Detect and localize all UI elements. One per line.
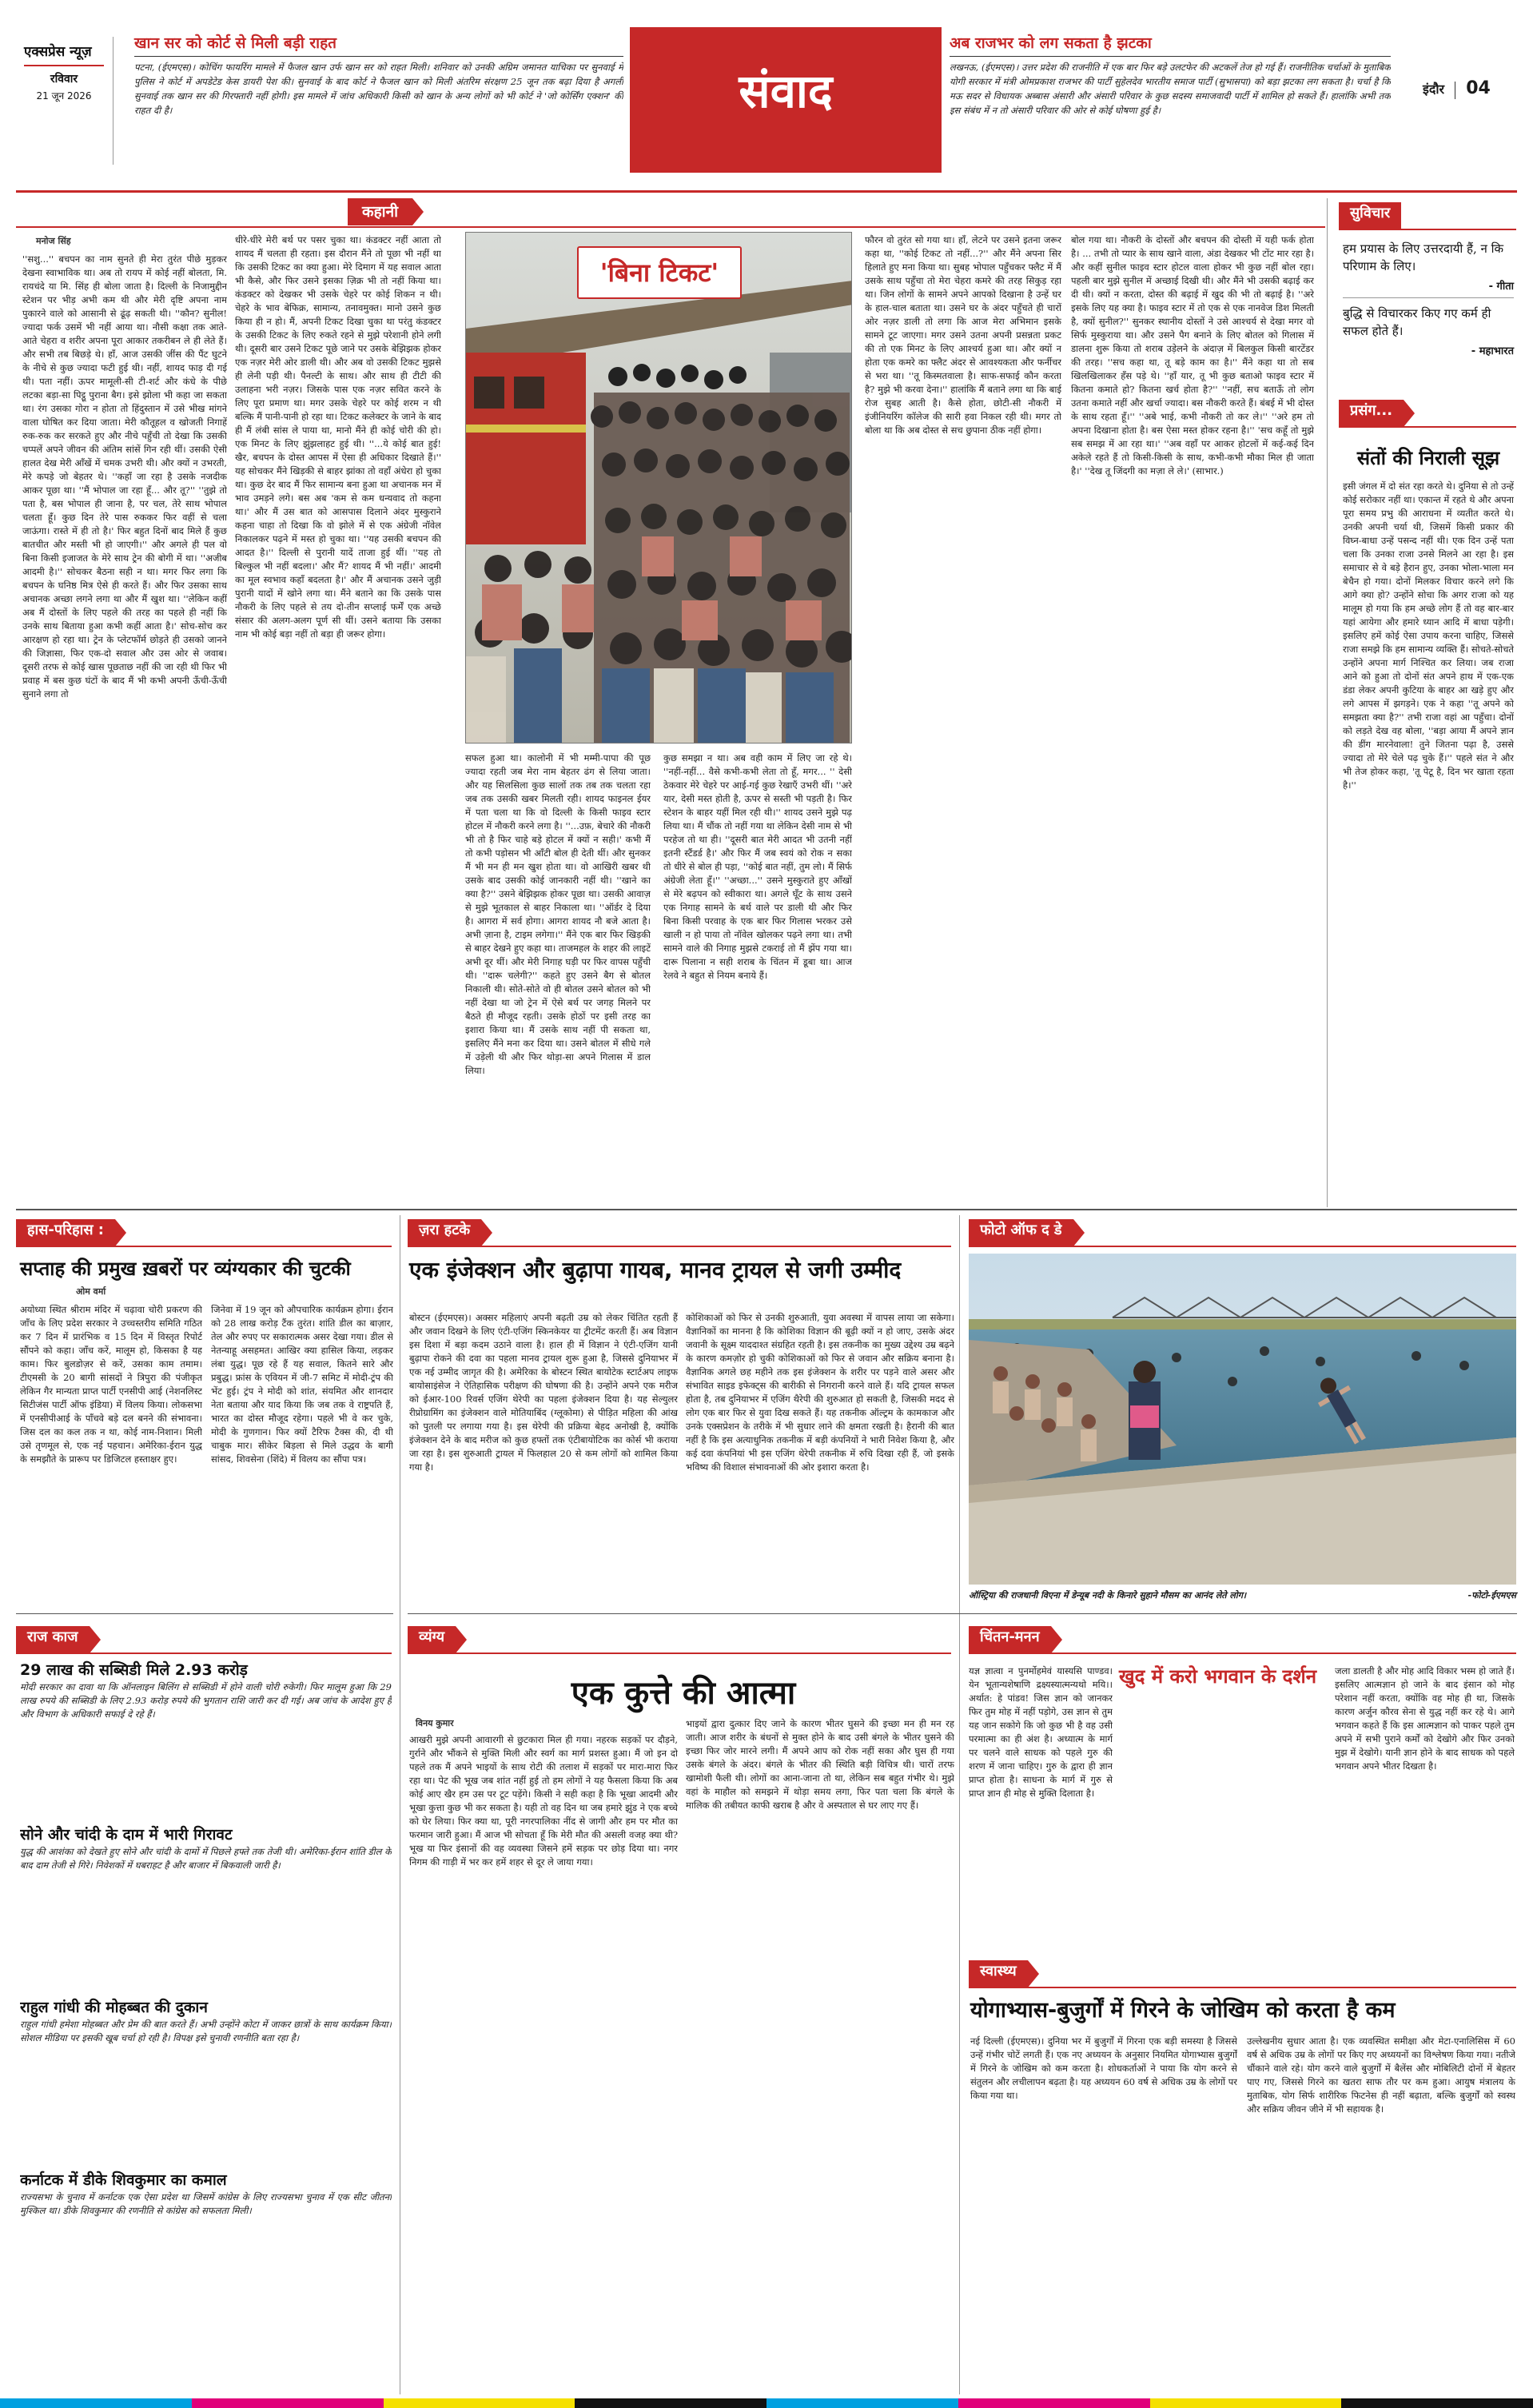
- raj-kaaj-text: राहुल गांधी हमेशा मोहब्बत और प्रेम की बात करते हैं। अभी उन्होंने कोटा में जाकर छात्रों के साथ कार्यक्रम किया। सोशल मीडिया पर इसकी खूब चर्चा हो रही है। विपक्ष इसे चुनावी रणनीति बता रहा है।: [20, 2019, 392, 2043]
- crowded-platform-illustration: [466, 233, 852, 744]
- raj-kaaj-headline: 29 लाख की सब्सिडी मिले 2.93 करोड़: [20, 1661, 248, 1679]
- raj-kaaj-headline: राहुल गांधी की मोहब्बत की दुकान: [20, 1999, 208, 2016]
- right-brief: [950, 32, 1391, 168]
- paper-name: एक्सप्रेस न्यूज़: [24, 44, 92, 60]
- has-parihas-column-2: जिनेवा में 19 जून को औपचारिक कार्यक्रम होगा। ईरान को 28 लाख करोड़ टैंक तुरंत। शांति डील का बाज़ार, तेल और रुपए पर सकारात्मक असर देखा गया। डील से नेतन्याहू असहमत। आखिर क्या हासिल किया, लड़कर लंबा युद्ध। पूछ रहे हैं यह सवाल, कितने सारे और प्रबुद्ध। फ्रांस के एवियन में जी-7 समिट में मोदी-ट्रंप की भेंट हुई। ट्रंप ने मोदी को शांत, संयमित और शानदार नेता बताया और याद किया कि जब तक वे राष्ट्रपति हैं, भारत का दोस्त मौजूद रहेगा। पहले भी वे कर चुके, मोदी के गुणगान। फिर क्यों टैरिफ टैक्स की, दी थी चाबुक मार। सीकेर बिड़ला से मिले उद्धव के बागी सांसद, शिवसेना (शिंदे) में विलय का सौंपा पत्र।: [211, 1304, 393, 1465]
- photo-of-day-image: [969, 1254, 1516, 1585]
- quote-mahabharat-source: - महाभारत: [1471, 345, 1514, 357]
- kahani-column-3: सफल हुआ था। कालोनी में भी मम्मी-पापा की पूछ ज्यादा रहती जब मेरा नाम बेहतर ढंग से लिया जाता। और यह सिलसिला कुछ सालों तक तब तक चलता रहा जब तक उसकी खबर मिलती रही। शायद फाइनल ईयर में पता चला था कि वो दिल्ली के किसी फाइव स्टार होटल में नौकरी करने लगा है। ''...उफ़, बेचारे की नौकरी भी तो है फिर चाहे बड़े होटल में क्यों न सही।' कभी मैं तो कभी पड़ोसन भी आँटी बोल ही देती थीं। और सुनकर मैं भी मन ही मन खुश होता था। वो आखिरी खबर थी उसके बाद उसकी कोई जानकारी नहीं थी। ''खाने का क्या है?'' उसने बेझिझक होकर पूछा था। उसकी आवाज़ से मुझे भूतकाल से बाहर निकाला था। ''ऑर्डर दे दिया है। आगरा में सर्व होगा। आगरा शायद नौ बजे आता है। अभी ज़ाना है, टाइम लगेगा।'' मैंने एक बार फिर खिड़की से बाहर देखने हुए कहा था। ताजमहल के शहर की लाइटें अभी दूर थीं। और मेरी निगाह घड़ी पर फिर वापस पहुँची थी। ''दारू चलेगी?'' कहते हुए उसने बैग से बोतल निकाली थी। सोते-सोते वो ही बोतल उसने बोतल को भी नहीं देखा था जो ट्रेन में ऐसे बर्थ पर जगह मिलने पर बैठते ही मौजूद रहती। उसके होठों पर इसी तरह का इशारा किया था। मैं उसके साथ नहीं पी सकता था, इसलिए मैंने मना कर दिया था। उसने बोतल में सीधे गले में उड़ेली थी और फिर थोड़ा-सा अपने गिलास में डाल लिया।: [465, 752, 651, 1076]
- raj-kaaj-text: मोदी सरकार का दावा था कि ऑनलाइन बिलिंग से सब्सिडी में होने वाली चोरी रुकेगी। फिर मालूम हुआ कि 29 लाख रुपये की सब्सिडी के लिए 2.93 करोड़ रुपये की भुगतान राशि जारी कर दी गई। अब जांच के आदेश हुए हैं और विभाग के अधिकारी सफाई दे रहे हैं।: [20, 1681, 392, 1720]
- kahani-column-1: ''सशु...'' बचपन का नाम सुनते ही मेरा तुरंत पीछे मुड़कर देखना स्वाभाविक था। अब तो रायप में कोई नहीं बोलता, मि. रायचंदे या मि. सिंह ही बोला जाता है। दिल्ली के निजामुद्दीन स्टेशन पर भीड़ अभी कम थी और मेरी दृष्टि अपना नाम पुकारने वाले को आसानी से ढूंढ़ सकती थी। ''कौन? सुनील! ज्यादा फर्क उसमें भी नहीं आया था। नौसी कक्षा तक आते-आते चेहरा व शरीर अपना पूरा आकार तकरीबन ले ही लेते हैं। और सभी तब बिछड़े थे। हाँ, आज उसकी जींस की पैंट घुटने के नीचे से कुछ ज्यादा फटी हुई थी। नहीं, शायद फाड़ दी गई थी। पता नहीं। ऊपर मामूली-सी टी-शर्ट और कंधे के पीछे लटका बड़ा-सा पिट्ठू पुराना बैग। इसे झोला भी कहा जा सकता था। रंग उसका गोरा न होता तो हिंदुस्तान में उसे भीख मांगने वाला घोषित कर दिया जाता। मेरी कौतूहल व खोजती निगाहें रुक-रुक कर सरकते हुए और नीचे पहुँची तो देखा कि उसकी चप्पलें अपने जीवन की अंतिम सांसें गिन रही थीं। उसकी ऐसी हालत देख मेरी आँखें में चमक उभरी थी। और क्यों न उभरती, मेरे कपड़े जो बेहतर थे। ''कहाँ जा रहा है उसके नजदीक आकर पूछा था। ''मैं भोपाल जा रहा हूँ... और तू?'' ''तुझे तो पता है, बस भोपाल ही जाना है, पर चल, तेरे साथ भोपाल चलता हूँ। कुछ दिन तेरे पास रुककर फिर वहीं से चला जाऊंगा। रास्ते में ही तो है।' फिर बहुत दिनों बाद मिले हैं कुछ बातचीत और मस्ती भी हो जाएगी।'' और अगले ही पल वो बिना किसी इजाजत के मेरे साथ ट्रेन की बोगी में था। ''अजीब आदमी है।'' सोचकर बैठना सही न था। मगर फिर लगा कि बचपन के घनिष्ठ मित्र ऐसे ही करते हैं। और फिर उसका साथ अचानक अच्छा लगने लगा था और मैं खुश था। ''लेकिन कहीं अब मैं दोस्तों के लिए पहले की तरह का पहले ही नहीं कि उनके साथ बिताया हुआ कभी कहीं आता है।' सोच-सोच कर आरक्षण हो रहा था। ट्रेन के प्लेटफॉर्म छोड़ते ही उसको जानने की जिज्ञासा, फिर एक-दो सवाल और उस ओर से जवाब। दूसरी तरफ से कोई खास पूछताछ नहीं की जा रही थी फिर भी प्रवाह में बस कुछ घंटों के बाद मैं भी कभी अपनी ऊँची-ऊँची सुनाने लगा तो: [22, 253, 227, 700]
- section-title-box: [630, 27, 942, 173]
- raj-kaaj-item: [20, 2170, 392, 2310]
- section-tag-raj-kaaj: राज काज: [16, 1626, 90, 1653]
- section-tag-has-parihas: हास-परिहास :: [16, 1219, 115, 1246]
- row-divider-2a: [16, 1613, 393, 1614]
- chintan-column-2: जला डालती है और मोह आदि विकार भस्म हो जाते हैं। इसलिए आत्मज्ञान हो जाने के बाद इंसान को मोह परेशान नहीं करता, क्योंकि वह मोह ही था, जिसके कारण अर्जुन कौरव सेना से युद्ध नहीं कर रहे थे। आगे भगवान कहते हैं कि इस आत्मज्ञान को पाकर पहले तुम अपने में सभी पुराने कर्मों को देखोगे और फिर उनको मुझ में देखोगे। यानी ज्ञान होने के बाद साधक को पहले भगवान अपने भीतर दिखता है।: [1335, 1665, 1515, 1772]
- section-tag-photo-of-day: फोटो ऑफ द डे: [969, 1219, 1073, 1246]
- raj-kaaj-item: [20, 1997, 392, 2162]
- row-divider: [16, 1209, 1517, 1210]
- prasang-text: इसी जंगल में दो संत रहा करते थे। दुनिया से तो उन्हें कोई सरोकार नहीं था। एकान्त में रहते थे और अपना पूरा समय प्रभु की आराधना में व्यतीत करते थे। उनकी अपनी चर्या थी, जिसमें किसी प्रकार की विघ्न-बाधा उन्हें पसन्द नहीं थी। एक दिन उन्हें पता चला कि उनका राजा उनसे मिलने आ रहा है। इस समाचार से वे बड़े हैरान हुए, उनका भोला-भाला मन बेचैन हो गया। दोनों मिलकर विचार करने लगे कि आगे क्या हो? उन्होंने सोचा कि अगर राजा को यह मालूम हो गया कि हम अच्छे लोग हैं तो वह बार-बार यहां आयेगा और हमारे ध्यान आदि में बाधा पड़ेगी। इसलिए हमें कोई ऐसा उपाय करना चाहिए, जिससे राजा समझे कि हम सामान्य व्यक्ति हैं। सोचते-सोचते उन्होंने अपना मार्ग निश्चित कर लिया। जब राजा आने को हुआ तो दोनों संत अपने हाथ में एक-एक डंडा लेकर अपनी कुटिया के बाहर आ खड़े हुए और लगे आपस में झगड़ने। एक ने कहा ''तू अपने को समझता क्या है?'' तभी राजा वहां आ पहुँचा। दोनों को लड़ते देख वह बोला, ''बड़ा आया मैं अपने ज्ञान की डींग मारनेवाला! तुने जितना पढ़ा है, उससे ज्यादा तो मेरे चेले पढ़ चुके हैं।'' पहले संत ने और भी तेज होकर कहा, 'तू पेटू है, दिन भर खाता रहता है।'': [1343, 480, 1514, 791]
- kahani-rule: [16, 226, 1325, 228]
- date: 21 जून 2026: [36, 90, 92, 102]
- section-tag-jara-hatke: ज़रा हटके: [408, 1219, 481, 1246]
- masthead: [16, 22, 1519, 182]
- page-number: 04: [1466, 78, 1491, 98]
- left-brief: [134, 32, 623, 168]
- swasthya-column-1: नई दिल्ली (ईएमएस)। दुनिया भर में बुजुर्गों में गिरना एक बड़ी समस्या है जिससे उन्हें गंभीर चोटें लगती हैं। एक नए अध्ययन के अनुसार नियमित योगाभ्यास बुजुर्गों में गिरने के जोखिम को कम करता है। शोधकर्ताओं ने पाया कि योग करने से संतुलन और लचीलापन बढ़ता है। यह अध्ययन 60 वर्ष से अधिक उम्र के लोगों पर किया गया था।: [970, 2035, 1237, 2101]
- raj-kaaj-headline: सोने और चांदी के दाम में भारी गिरावट: [20, 1826, 233, 1844]
- vyangya-author: विनय कुमार: [416, 1718, 454, 1728]
- kahani-author: मनोज सिंह: [36, 236, 71, 246]
- page-folio: [1423, 78, 1511, 110]
- right-column-divider: [1327, 198, 1328, 1207]
- raj-kaaj-item: [20, 1824, 392, 1989]
- print-color-strip: [0, 2398, 1533, 2408]
- kahani-column-2: धीरे-धीरे मेरी बर्थ पर पसर चुका था। कंडक्टर नहीं आता तो शायद मैं चलता ही रहता। इस दौरान मैंने तो पूछा भी नहीं था कि उसकी टिकट का क्या हुआ। मेरे दिमाग में यह सवाल आता भी कैसे, और फिर उसने इसका ज़िक्र भी तो नहीं किया था। कंडक्टर को देखकर भी उसके चेहरे पर कोई शिकन न थी। चेहरे के भाव बेफिक्र, सामान्य, तनावमुक्त। मानो उसने कुछ किया ही न हो। मैं, अपनी टिकट दिखा चुका था परंतु कंडक्टर के उसकी टिकट के लिए रुकते रहने से मुझे परेशानी होने लगी थी। दूसरी बार उसने टिकट पूछे जाने पर उसके बेझिझक होकर एक नज़र मेरी ओर डाली थी। और अब वो उसकी टिकट मुझसे ही लेनी पड़ी थी। पैनल्टी के साथ। और साथ ही टीटी की उलाहना भरी नज़र। जिसके पास एक नज़र सवित करने के लिए पूरा प्रमाण था। मगर उसके चेहरे पर कोई शरम न थी बल्कि मैं पानी-पानी हो रहा था। टिकट कलेक्टर के जाने के बाद ही मैं लंबी सांस ले पाया था, मानो मैंने ही कोई चोरी की हो। एक मिनट के लिए झुंझलाहट हुई थी। ''...ये कोई बात हुई! खैर, बचपन के दोस्त आपस में ऐसा ही अधिकार दिखाते हैं।'' यह सोचकर मैंने खिड़की से बाहर झांका तो वहाँ अंधेरा हो चुका था। कुछ देर बाद मैं फिर सामान्य बना हुआ था अचानक मन में भाव उमड़ने लगे। बस अब 'कम से कम धन्यवाद तो कहना था।' और मैं उस बात को आसपास दिलाने अंदर मुस्कुराने कहना चाहा तो दिखा कि वो झोले में से एक अंग्रेजी नॉवेल निकालकर पढ़ने में मस्त हो चुका था। ''यह उसकी बचपन की आदत है।'' दिल्ली से पुरानी यादें ताजा हुई थीं। ''यह तो बिल्कुल भी नहीं बदला।' और मैं? शायद मैं भी नहीं।' आदमी का मूल स्वभाव कहाँ बदलता है।' और मैं अचानक उसने जुड़ी पुरानी यादों में खोने लगा था। मैंने बताने का कि उसके पास नौकरी के लिए पहले से तय दो-तीन सप्लाई फर्में एक अच्छे संसार की अलग-अलग पूर्ण सी थीं। उसने बताया कि उसका नाम भी कोई बड़ा नहीं तो बड़ा ही जरूर होगा।: [235, 234, 441, 640]
- section-tag-swasthya: स्वास्थ्य: [969, 1960, 1028, 1987]
- column-divider-right: [959, 1215, 960, 2394]
- masthead-dateblock: [24, 37, 113, 165]
- section-tag-vyangya: व्यंग्य: [408, 1626, 456, 1653]
- quote-gita-source: - गीता: [1488, 281, 1514, 293]
- masthead-rule: [16, 190, 1517, 193]
- quote-mahabharat: बुद्धि से विचारकर किए गए कर्म ही सफल होते हैं।: [1343, 306, 1491, 338]
- kahani-column-5: फौरन वो तुरंत सो गया था। हाँ, लेटने पर उसने इतना जरूर कहा था, ''कोई टिकट तो नहीं...?'' और मैंने अपना सिर हिलाते हुए मना किया था। सुबह भोपाल पहुँचकर फ्लैट में मैं उसके साथ पहुँचा तो मेरा चेहरा कमरे की तरह सिकुड़ रहा था। जिन लोगों के सामने अपने आपको दिखाना है उन्हें घर के हाल-चाल बताता था। उसने घर के अंदर पहुँचते ही चारों ओर नज़र डाली तो लगा कि आज मेरा अभिमान इसके सामने टूट जाएगा। मगर उसने उतना अपनी प्रसन्नता प्रकट की तो एक मिनट के लिए आश्चर्य हुआ था। और क्यों न होता एक कमरे का फ्लैट अंदर से आवश्यकता और फर्नीचर से भरा था। ''तू किस्मतवाला है। साफ-सफाई कौन करता है? मुझे भी करवा देना।'' हालांकि मैं बताने लगा था कि बाई रोज सुबह आती है। कैसे होता, छोटी-सी नौकरी में इंजीनियरिंग कॉलेज की सारी हवा निकल रही थी। मगर तो बोला था कि अब दोस्त से सच छुपाना ठीक नहीं होगा।: [865, 234, 1061, 436]
- section-title: संवाद: [739, 64, 833, 118]
- vyangya-rule: [408, 1653, 951, 1654]
- chintan-rule: [969, 1653, 1516, 1654]
- photo-of-day-caption: ऑस्ट्रिया की राजधानी विएना में डेन्यूब नदी के किनारे सुहाने मौसम का आनंद लेते लोग।: [969, 1590, 1247, 1601]
- raj-kaaj-list: [20, 1660, 392, 2395]
- prasang-title: संतों की निराली सूझ: [1356, 446, 1500, 469]
- raj-kaaj-text: राज्यसभा के चुनाव में कर्नाटक एक ऐसा प्रदेश था जिसमें कांग्रेस के लिए राज्यसभा चुनाव में एक सीट जीतना मुश्किल था। डीके शिवकुमार की रणनीति से कांग्रेस को सफलता मिली।: [20, 2191, 392, 2216]
- chintan-title: खुद में करो भगवान के दर्शन: [1119, 1665, 1317, 1688]
- city: इंदौर: [1423, 82, 1445, 97]
- chintan-column-1b: [1119, 1696, 1327, 1952]
- swasthya-rule: [969, 1987, 1516, 1988]
- danube-river-illustration: [969, 1254, 1516, 1585]
- jara-hatke-column-2: कोशिकाओं को फिर से उनकी शुरुआती, युवा अवस्था में वापस लाया जा सकेगा। वैज्ञानिकों का मानना है कि कोशिका विज्ञान की बूढ़ी क्यों न हो जाए, उसके अंदर जवानी के सूक्ष्म याददाश्त संग्रहित रहती है। इस तकनीक का मुख्य उद्देश्य उम्र बढ़ने के कारण कमज़ोर हो चुकी कोशिकाओं को फिर से जवान और सक्रिय बनाना है। वैज्ञानिक अगले छह महीने तक इस इंजेक्शन के शरीर पर पड़ने वाले असर और संभावित साइड इफेक्ट्स की बारीकी से निगरानी करने वाले हैं। यदि ट्रायल सफल होता है, तब दुनियाभर में एजिंग थैरेपी की शुरुआत हो सकती है, जिसकी मदद से लोग एक बार फिर से युवा दिख सकते हैं। यह तकनीक ऑल्ट्रम के कामकाज और उनके एक्सप्रेशन के तरीके में भी सुधार लाने की क्षमता रखती है। हैरानी की बात नहीं है कि इस अत्याधुनिक तकनीक में बड़ी कंपनियों ने भारी निवेश किया है, और कई दवा कंपनियां भी इस एजिंग थेरेपी तकनीक में रुचि दिखा रही हैं, जो इसके भविष्य की विशाल संभावनाओं की ओर इशारा करता है।: [686, 1312, 954, 1473]
- left-brief-text: पटना, (ईएमएस)। कोचिंग फायरिंग मामले में फैजल खान उर्फ खान सर को राहत मिली। शनिवार को उनकी अग्रिम जमानत याचिका पर सुनवाई में पुलिस ने कोर्ट में अपडेटेड केस डायरी पेश की। सुनवाई के बाद कोर्ट ने फैजल खान को मिली अंतरिम संरक्षण 25 जून तक बढ़ा दिया है अगली सुनवाई तक खान सर की गिरफ्तारी नहीं होगी। इस मामले में जांच अधिकारी किसी को खान के अन्य लोगों को भी कोर्ट ने 'जो कोर्सिंग एक्शन' की राहत दी है।: [134, 62, 623, 116]
- chintan-column-1: यज्ञ ज्ञात्वा न पुनर्मोहमेवं यास्यसि पाण्डव। येन भूतान्यशेषाणि द्रक्ष्यस्यात्मन्यथो मयि।। अर्थात: हे पांडव! जिस ज्ञान को जानकर फिर तुम मोह में नहीं पड़ोगे, उस ज्ञान से तुम यह जान सकोगे कि जो कुछ भी है वह उसी परमात्मा का ही अंश है। अध्यात्म के मार्ग पर चलने वाले साधक को पहले गुरु की शरण में जाना चाहिए। गुरु के द्वारा ही ज्ञान प्राप्त होता है। साधना के मार्ग में गुरु से प्राप्त ज्ञान ही मोह से मुक्ति दिलाता है।: [969, 1665, 1113, 1799]
- kahani-column-6: बोल गया था। नौकरी के दोस्तों और बचपन की दोस्ती में यही फर्क होता है। ... तभी तो प्यार के साथ खाने वाला, अंडा देखकर भी टोंट मार रहा है। और कहीं सुनील फाइव स्टार होटल वाला होकर भी कुछ नहीं बोल रहा। पहली बार मुझे सुनील में अच्छाई दिखी थी। और मैंने भी उसकी बढ़ाई कर दी थी। क्यों न करता, दोस्त की बढ़ाई में खुद की भी तो बढ़ाई है। ''अरे इसके लिए यह क्या है। फाइव स्टार में तो एक से एक नानवेज डिश मिलती है, क्यों सुनील?'' सुनकर स्थानीय दोस्तों ने उसे आश्चर्य से देखा मगर वो सिर्फ मुस्कुराया था। और उसने पैग बनाने के लिए बोतल को गिलास में डालना शुरू किया तो शराब उड़ेलने के अंदाज़ में बिलकुल किसी बारटेंडर की तरह। ''सच कहा था, तू बड़े काम का है।'' मैंने कहा था तो सब खिलखिलाकर हँस पड़े थे। ''हाँ यार, तू भी कुछ बताओ फाइव स्टार में कितना कमाते हो? कितना खर्च होता है?'' ''नहीं, सच बताऊँ तो लोग उतना कमाते नहीं और खर्चा ज्यादा। बस नौकरी करते हैं। बंबई में भी दोस्त के साथ रहता हूँ।'' ''अबे भाई, कभी नौकरी तो कर ले।'' ''अरे हम तो अपना दिखाना होता है। बस ऐसा मस्त होकर रहना है।'' 'सच कहूँ तो मुझे सब समझ में आ रहा था।' ''अब वहाँ पर आकर होटलों में कई-कई दिन अकेले रहते हैं तो किसी-किसी के साथ, कभी-कभी मौका मिल ही जाता है।' ''देख तू जिंदगी का मज़ा ले ले।' (साभार.): [1071, 234, 1314, 476]
- raj-kaaj-headline: कर्नाटक में डीके शिवकुमार का कमाल: [20, 2171, 227, 2189]
- raj-kaaj-rule: [16, 1653, 392, 1654]
- raj-kaaj-item: [20, 1660, 392, 1816]
- photo-of-day-credit: -फोटो-ईएमएस: [1467, 1590, 1516, 1601]
- jara-hatke-title: एक इंजेक्शन और बुढ़ापा गायब, मानव ट्रायल से जगी उम्मीद: [409, 1257, 902, 1283]
- vyangya-column-2: भाइयों द्वारा दुत्कार दिए जाने के कारण भीतर घुसने की इच्छा मन ही मन रह जाती। आज शरीर के बंधनों से मुक्त होने के बाद उसी बंगले के भीतर घुसने की इच्छा फिर जोर मारने लगी। मैं अपने आप को रोक नहीं सका और घुस ही गया उसके बंगले के अंदर। बंगले के भीतर की स्थिति बड़ी विचित्र थी। चारों तरफ खामोशी फैली थी। लोगों का आना-जाना तो था, लेकिन सब बहुत गंभीर थे। मुझे वहां के माहौल को समझने में थोड़ा समय लगा, फिर पता चला कि बंगले के मालिक की तबीयत काफी खराब है और वे अस्पताल से घर लाए गए हैं।: [686, 1718, 954, 1811]
- swasthya-title: योगाभ्यास-बुजुर्गों में गिरने के जोखिम को करता है कम: [970, 1998, 1396, 2023]
- swasthya-column-2: उल्लेखनीय सुधार आता है। एक व्यवस्थित समीक्षा और मेटा-एनालिसिस में 60 वर्ष से अधिक उम्र के लोगों पर किए गए अध्ययनों का विश्लेषण किया गया। नतीजे चौंकाने वाले रहे। योग करने वाले बुजुर्गों में बैलेंस और मोबिलिटी दोनों में बेहतर पाए गए, जिससे गिरने का खतरा साफ तौर पर कम हुआ। आयुष मंत्रालय के मुताबिक, योग सिर्फ शारीरिक फिटनेस ही नहीं बढ़ाता, बल्कि बुजुर्गों को स्वस्थ और सक्रिय जीवन जीने में भी सहायक है।: [1247, 2035, 1515, 2115]
- photo-of-day-caption-row: [969, 1589, 1516, 1601]
- vyangya-column-1: आखरी मुझे अपनी आवारगी से छुटकारा मिल ही गया। नहरक सड़कों पर दौड़ने, गुर्राने और भौंकने से मुक्ति मिली और स्वर्ग का मार्ग प्रशस्त हुआ। मैं जो इन दो पहले तक मैं अपने भाइयों के साथ रोटी की तलाश में सड़कों पर मारा-मारा फिर रहा था। पेट की भूख जब शांत नहीं हुई तो हम लोगों ने यह फैसला किया कि अब कोई आए खैर हम उस पर टूट पड़ेंगे। किसी ने सही कहा है कि भूखा आदमी और भूखा कुत्ता कुछ भी कर सकता है। यही तो वह दिन था जब हमारे झुंड ने एक बच्चे को घेर लिया। फिर क्या था, पूरी नगरपालिका नींद से जागी और हम पर मौत का फरमान जारी हुआ। मैं आज भी सोचता हूँ कि मेरी मौत की असली वजह क्या थी? भूख या फिर इंसानों की वह व्यवस्था जिसने हमें सड़क पर छोड़ दिया था। नगर निगम की गाड़ी में भर कर हमें शहर से दूर ले जाया गया।: [409, 1734, 678, 1868]
- vyangya-title: एक कुत्ते की आत्मा: [571, 1674, 796, 1712]
- has-parihas-author: ओम वर्मा: [76, 1286, 106, 1297]
- right-brief-headline: अब राजभर को लग सकता है झटका: [950, 34, 1152, 52]
- row-divider-2b: [408, 1613, 1517, 1614]
- suvichar-block: [1343, 240, 1514, 357]
- has-parihas-title: सप्ताह की प्रमुख ख़बरों पर व्यंग्यकार की चुटकी: [20, 1258, 351, 1280]
- has-parihas-rule: [16, 1246, 392, 1247]
- has-parihas-column-1: अयोध्या स्थित श्रीराम मंदिर में चढ़ावा चोरी प्रकरण की जाँच के लिए प्रदेश सरकार ने उच्चस्तरीय समिति गठित कर 7 दिन में प्रारंभिक व 15 दिन में विस्तृत रिपोर्ट सौंपने को कहा। जाँच करें, मालूम हो, किसका है यह काम। फिर बुलडोज़र से करें, उसका काम तमाम। टीएमसी के 20 बागी सांसदों ने त्रिपुरा की पंजीकृत लेकिन गैर मान्यता प्राप्त पार्टी एनसीपी आई (नेशनलिस्ट सिटीजंस पार्टी ऑफ इंडिया) में विलय किया। लोकसभा में एनसीपीआई के पाँचवे बड़े दल बनने की संभावना। जिस दल का कल तक न था, कोई नाम-निशान। मिली उसे तृणमूल से, एक नई पहचान। अमेरिका-ईरान युद्ध के समझौते के प्रारूप पर डिजिटल हस्ताक्षर हुए।: [20, 1304, 202, 1465]
- raj-kaaj-text: युद्ध की आशंका को देखते हुए सोने और चांदी के दामों में पिछले हफ्ते तक तेजी थी। अमेरिका-ईरान शांति डील के बाद दाम तेजी से गिरे। निवेशकों में घबराहट है और बाजार में बिकवाली जारी है।: [20, 1846, 392, 1871]
- right-brief-text: लखनऊ, (ईएमएस)। उत्तर प्रदेश की राजनीति में एक बार फिर बड़े उलटफेर की अटकलें तेज हो गई हैं। राजनीतिक चर्चाओं के मुताबिक योगी सरकार में मंत्री ओमप्रकाश राजभर की पार्टी सुहेलदेव भारतीय समाज पार्टी (सुभासपा) को बड़ा झटका लग सकता है। चर्चा है कि मऊ सदर से विधायक अब्बास अंसारी और अंसारी परिवार के कुछ सदस्य समाजवादी पार्टी में शामिल हो सकते हैं। हालांकि अभी तक इस संबंध में न तो अंसारी परिवार की ओर से कोई घोषणा हुई है।: [950, 62, 1391, 116]
- kahani-photo: [465, 232, 852, 744]
- quote-gita: हम प्रयास के लिए उत्तरदायी हैं, न कि परिणाम के लिए।: [1343, 241, 1504, 273]
- weekday: रविवार: [50, 73, 78, 86]
- jara-hatke-rule: [408, 1246, 951, 1247]
- section-tag-chintan: चिंतन-मनन: [969, 1626, 1051, 1653]
- section-tag-prasang: प्रसंग...: [1339, 400, 1404, 427]
- left-brief-headline: खान सर को कोर्ट से मिली बड़ी राहत: [134, 34, 337, 52]
- kahani-title: 'बिना टिकट': [599, 257, 719, 288]
- kahani-column-4: कुछ समझा न था। अब वही काम में लिए जा रहे थे। ''नहीं-नहीं... वैसे कभी-कभी लेता तो हूँ, मगर... '' देसी ठेकवार मेरे चेहरे पर आई-गई कुछ रेखाएँ उभरी थीं। ''अरे यार, देसी मस्त होती है, ऊपर से सस्ती भी पड़ती है। फिर स्टेशन के बाहर यहीं मिल रही थी।'' शायद उसने मुझे पढ़ लिया था। मैं चौंक तो नहीं गया था लेकिन देसी नाम से भी परहेज तो था ही। ''दूसरी बात मेरी आदत भी उतनी नहीं इतनी स्टैंडर्ड है।' और फिर मैं जब स्वयं को रोक न सका तो धीरे से बोल ही पड़ा, ''कोई बात नहीं, तुम लो। मैं सिर्फ अंग्रेजी लेता हूँ।'' ''अच्छा...'' उसने मुस्कुराते हुए आँखों से मेरे बढ़पन को स्वीकारा था। अगले घूँट के साथ उसने एक निगाह सामने के बर्थ वाले पर डाली थी और फिर बिना किसी परवाह के एक बार फिर गिलास भरकर उसे खाली न हो पाया तो नॉवेल खोलकर पढ़ने लगा था। तभी सामने वाले की निगाह मुझसे टकराई तो मैं झेंप गया था। दारू पिलाना न सही शराब के चिंतन में डूबा था। आज रेलवे ने बहुत से नियम बनाये हैं।: [663, 752, 852, 981]
- suvichar-rule: [1339, 229, 1516, 230]
- photo-of-day-rule: [969, 1246, 1516, 1247]
- jara-hatke-column-1: बोस्टन (ईएमएस)। अक्सर महिलाएं अपनी बढ़ती उम्र को लेकर चिंतित रहती हैं और जवान दिखने के लिए एंटी-एजिंग स्किनकेयर या ट्रीटमेंट करती हैं। अब विज्ञान इस दिशा में बड़ा कदम उठाने वाला है। हाल ही में विज्ञान ने एंटी-एजिंग यानी बुढ़ापा रोकने की दवा का पहला मानव ट्रायल शुरू हुआ है, जिससे दुनियाभर में एक नई उम्मीद जागृत की है। अमेरिका के बोस्टन स्थित बायोटेक स्टार्टअप लाइफ बायोसाइंसेज ने ऐतिहासिक परीक्षण की घोषणा की है। उन्होंने अपने एक मरीज को ईआर-100 रिवर्स एजिंग थेरेपी का पहला इंजेक्शन दिया है। यह सेल्युलर रीप्रोग्रामिंग का इंजेक्शन वाले मोतियाबिंद (ग्लूकोमा) से पीड़ित महिला की आंख को पुतली पर लगाया गया है। इस थेरेपी की प्रक्रिया बेहद अनोखी है, क्योंकि इंजेक्शन देने के बाद मरीज को कुछ हफ्तों तक एंटीबायोटिक का कोर्स भी कराया जा रहा है। इस शुरुआती ट्रायल में फिलहाल 20 से कम लोगों को शामिल किया गया है।: [409, 1312, 678, 1473]
- section-tag-kahani: कहानी: [348, 198, 412, 225]
- prasang-rule: [1339, 426, 1516, 428]
- section-tag-suvichar: सुविचार: [1339, 202, 1401, 229]
